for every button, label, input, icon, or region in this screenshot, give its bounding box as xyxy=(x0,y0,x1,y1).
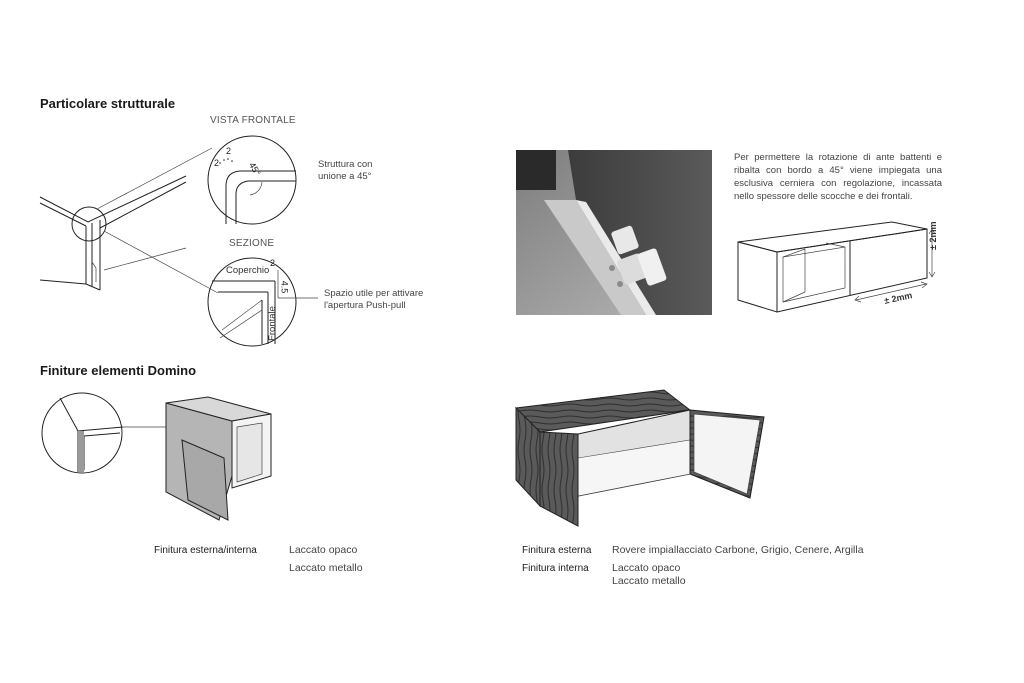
joint-note-line2: unione a 45° xyxy=(318,171,372,182)
section-dim-b: 4.5 xyxy=(279,280,290,294)
front-angle-label: 45° xyxy=(247,160,263,178)
label-frontale: Frontale xyxy=(266,306,278,341)
front-view-caption: VISTA FRONTALE xyxy=(210,115,296,126)
front-dim-b: 2 xyxy=(226,146,232,156)
finish-internal-value-2: Laccato metallo xyxy=(612,575,686,587)
structural-detail-title: Particolare strutturale xyxy=(40,96,176,111)
finish-external-value: Rovere impiallacciato Carbone, Grigio, Cenere, Argilla xyxy=(612,544,864,556)
finishes-title: Finiture elementi Domino xyxy=(40,363,197,378)
section-dim-a: 2 xyxy=(270,258,276,268)
finish-external-label: Finitura esterna xyxy=(522,545,592,556)
push-note-line2: l'apertura Push-pull xyxy=(324,300,406,311)
push-note-line1: Spazio utile per attivare xyxy=(324,288,424,299)
tolerance-vertical: ± 2mm xyxy=(928,221,938,250)
section-caption: SEZIONE xyxy=(229,238,275,249)
finish-internal-label: Finitura interna xyxy=(522,563,589,574)
finish-left-value-1: Laccato opaco xyxy=(289,544,358,556)
finish-internal-value-1: Laccato opaco xyxy=(612,562,681,574)
finish-left-label: Finitura esterna/interna xyxy=(154,545,257,556)
finish-left-value-2: Laccato metallo xyxy=(289,562,363,574)
joint-note-line1: Struttura con xyxy=(318,159,373,170)
tolerance-horizontal: ± 2mm xyxy=(883,290,914,306)
hinge-description: Per permettere la rotazione di ante battenti e ribalta con bordo a 45° viene impiegata una esclusiva cerniera con regolazione, incassata nello spessore delle scocche e dei frontali. xyxy=(734,152,942,202)
front-dim-a: 2 xyxy=(214,158,220,168)
label-coperchio: Coperchio xyxy=(226,265,270,276)
